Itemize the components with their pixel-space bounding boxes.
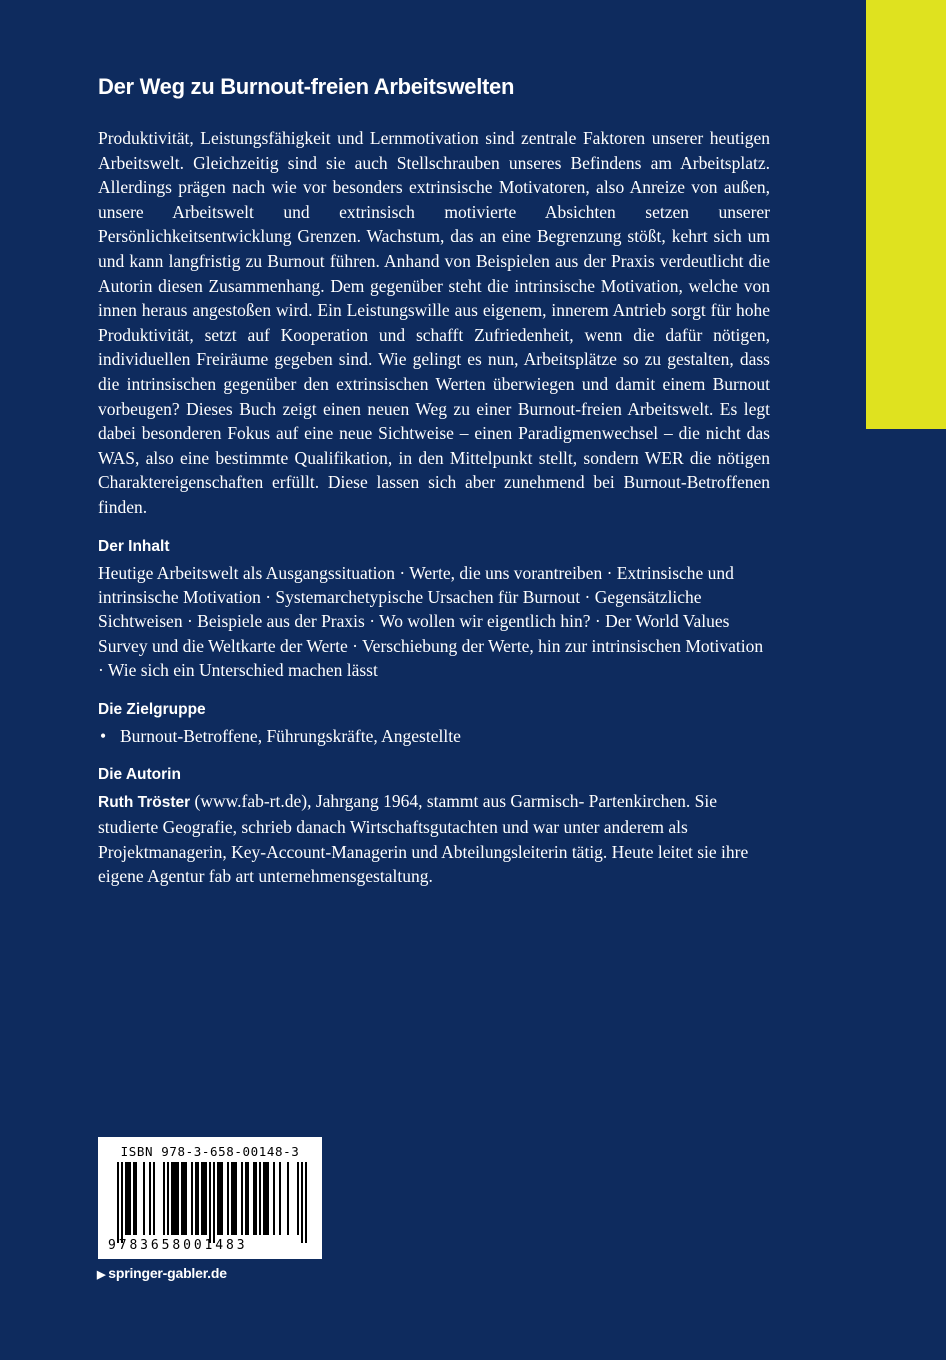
barcode-bar: [183, 1162, 185, 1235]
inhalt-heading: Der Inhalt: [98, 537, 170, 555]
barcode-bar: [219, 1162, 221, 1235]
barcode-bar: [231, 1162, 233, 1235]
barcode-guard-bar: [121, 1162, 123, 1243]
barcode-bar: [201, 1162, 203, 1235]
barcode-bar: [175, 1162, 177, 1235]
zielgruppe-list: [98, 724, 770, 748]
barcode-bar: [273, 1162, 275, 1235]
barcode-bar: [255, 1162, 257, 1235]
inhalt-text: Heutige Arbeitswelt als Ausgangssituation · Werte, die uns vorantreiben · Extrinsische und intrinsische Motivation · Systemarchetypische Ursachen für Burnout · Gegensätzliche Sichtweisen · Beispiele aus der Praxis · Wo wollen wir eigentlich hin? · Der World Values Survey und die Weltkarte der Werte · Verschiebung der Werte, hin zur intrinsischen Motivation · Wie sich ein Unterschied machen lässt: [98, 562, 764, 681]
isbn-barcode: [98, 1137, 322, 1259]
list-item-text: Burnout-Betroffene, Führungskräfte, Angestellte: [120, 725, 461, 746]
barcode-bar: [153, 1162, 155, 1235]
barcode-bar: [205, 1162, 207, 1235]
barcode-bar: [191, 1162, 193, 1235]
isbn-label: ISBN 978-3-658-00148-3: [120, 1144, 300, 1159]
barcode-bar: [241, 1162, 243, 1235]
barcode-bar: [177, 1162, 179, 1235]
yellow-accent-bar: [866, 0, 946, 429]
barcode-bar: [267, 1162, 269, 1235]
barcode-bar: [167, 1162, 169, 1235]
barcode-bar: [247, 1162, 249, 1235]
back-cover-content: [98, 72, 770, 889]
bullet-icon: •: [100, 725, 107, 746]
barcode-bar: [129, 1162, 131, 1235]
barcode-bar: [143, 1162, 145, 1235]
barcode-bar: [233, 1162, 235, 1235]
list-item: [98, 724, 770, 748]
barcode-bar: [125, 1162, 127, 1235]
barcode-bar: [149, 1162, 151, 1235]
barcode-bar: [135, 1162, 137, 1235]
barcode-bar: [235, 1162, 237, 1235]
barcode-bar: [127, 1162, 129, 1235]
barcode-bar: [245, 1162, 247, 1235]
barcode-bar: [171, 1162, 173, 1235]
barcode-guard-bar: [305, 1162, 307, 1243]
autorin-text: [98, 789, 770, 889]
barcode-bar: [133, 1162, 135, 1235]
barcode-bar: [195, 1162, 197, 1235]
barcode-bar: [203, 1162, 205, 1235]
publisher-url: springer-gabler.de: [108, 1265, 227, 1281]
barcode-bar: [221, 1162, 223, 1235]
zielgruppe-heading: Die Zielgruppe: [98, 700, 206, 718]
barcode-bar: [197, 1162, 199, 1235]
barcode-bar: [263, 1162, 265, 1235]
author-name: Ruth Tröster: [98, 793, 191, 811]
arrow-right-icon: ▶: [97, 1269, 106, 1281]
autorin-heading: Die Autorin: [98, 765, 181, 783]
barcode-bar: [253, 1162, 255, 1235]
barcode-guard-bar: [209, 1162, 211, 1243]
barcode-guard-bar: [301, 1162, 303, 1243]
barcode-bar: [265, 1162, 267, 1235]
barcode-bar: [227, 1162, 229, 1235]
barcode-bar: [279, 1162, 281, 1235]
barcode-bar: [181, 1162, 183, 1235]
ean-digits: 9783658001483: [108, 1238, 248, 1253]
barcode-bar: [163, 1162, 165, 1235]
barcode-bar: [259, 1162, 261, 1235]
author-bio: (www.fab-rt.de), Jahrgang 1964, stammt aus Garmisch- Partenkirchen. Sie studierte Geografie, schrieb danach Wirtschaftsgutachten und war unter anderem als Projektmanagerin, Key-Account-Managerin und Abteilungsleiterin tätig. Heute leitet sie ihre eigene Agentur fab art unternehmensgestaltung.: [98, 790, 749, 887]
barcode-bar: [297, 1162, 299, 1235]
barcode-bar: [287, 1162, 289, 1235]
blurb-text: Produktivität, Leistungsfähigkeit und Lernmotivation sind zentrale Faktoren unserer heutigen Arbeitswelt. Gleichzeitig sind sie auch Stellschrauben unseres Befindens am Arbeitsplatz. Allerdings prägen nach wie vor besonders extrinsische Motivatoren, also Anreize von außen, unsere Arbeitswelt und extrinsisch motivierte Absichten setzen unserer Persönlichkeitsentwicklung Grenzen. Wachstum, das an eine Begrenzung stößt, kehrt sich um und kann langfristig zu Burnout führen. Anhand von Beispielen aus der Praxis verdeutlicht die Autorin diesen Zusammenhang. Dem gegenüber steht die intrinsische Motivation, welche von innen heraus angestoßen wird. Ein Leistungswille aus eigenem, innerem Antrieb sorgt für hohe Produktivität, setzt auf Kooperation und schafft Zufriedenheit, wenn die dafür nötigen, individuellen Freiräume gegeben sind. Wie gelingt es nun, Arbeitsplätze so zu gestalten, dass die intrinsischen gegenüber den extrinsischen Werten überwiegen und damit einem Burnout vorbeugen? Dieses Buch zeigt einen neuen Weg zu einer Burnout-freien Arbeitswelt. Es legt dabei besonderen Fokus auf eine neue Sichtweise – einen Paradigmenwechsel – die nicht das WAS, also eine bestimmte Qualifikation, in den Mittelpunkt stellt, sondern WER die nötigen Charaktereigenschaften erfüllt. Diese lassen sich aber zunehmend bei Burnout-Betroffenen finden.: [98, 128, 770, 517]
barcode-guard-bar: [213, 1162, 215, 1243]
barcode-guard-bar: [117, 1162, 119, 1243]
book-title: Der Weg zu Burnout-freien Arbeitswelten: [98, 74, 515, 99]
barcode-bar: [173, 1162, 175, 1235]
barcode-bar: [217, 1162, 219, 1235]
barcode-bar: [185, 1162, 187, 1235]
publisher-link[interactable]: [97, 1265, 227, 1281]
